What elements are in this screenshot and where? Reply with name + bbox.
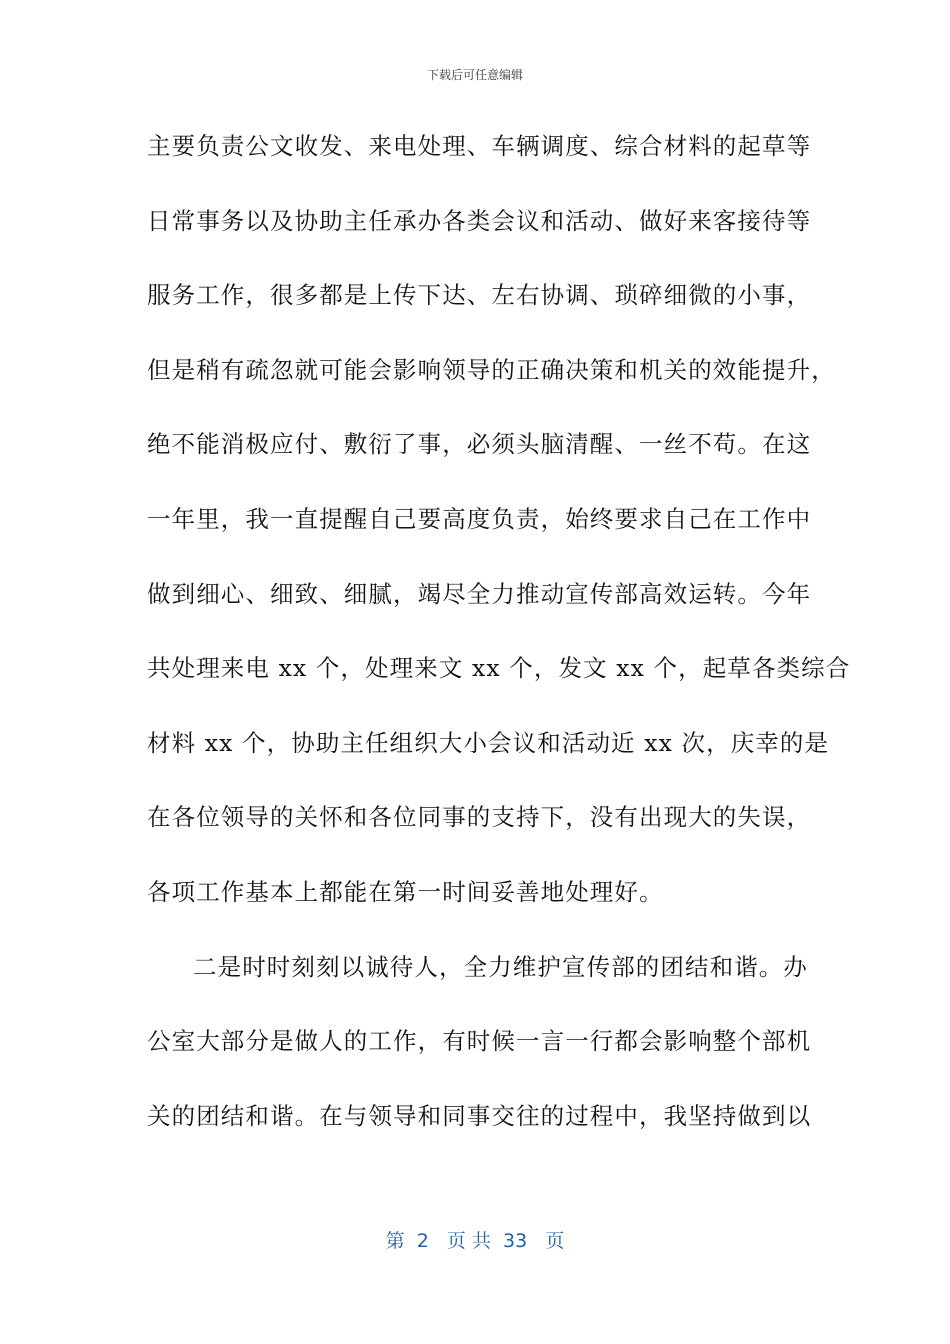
text-line: 关的团结和谐。在与领导和同事交往的过程中，我坚持做到以: [147, 1101, 812, 1130]
text-line: 主要负责公文收发、来电处理、车辆调度、综合材料的起草等: [147, 132, 812, 160]
paragraph-start-line: 二是时时刻刻以诚待人，全力维护宣传部的团结和谐。办: [193, 952, 808, 981]
text-line: 但是稍有疏忽就可能会影响领导的正确决策和机关的效能提升，: [147, 355, 836, 384]
text-line: 绝不能消极应付、敷衍了事，必须头脑清醒、一丝不苟。在这: [147, 430, 812, 459]
text-line: 服务工作，很多都是上传下达、左右协调、琐碎细微的小事，: [147, 281, 812, 310]
text-line: 材料 xx 个，协助主任组织大小会议和活动近 xx 次，庆幸的是: [147, 728, 830, 757]
text-line: 日常事务以及协助主任承办各类会议和活动、做好来客接待等: [147, 206, 812, 235]
text-line: 各项工作基本上都能在第一时间妥善地处理好。: [147, 877, 664, 906]
text-line: 共处理来电 xx 个，处理来文 xx 个，发文 xx 个，起草各类综合: [147, 654, 851, 683]
page-header: 下载后可任意编辑: [426, 68, 523, 82]
page-number-footer: 第 2 页 共 33 页: [385, 1230, 565, 1252]
text-line: 做到细心、细致、细腻，竭尽全力推动宣传部高效运转。今年: [147, 579, 812, 608]
text-line: 公室大部分是做人的工作，有时候一言一行都会影响整个部机: [147, 1027, 812, 1056]
body-text: [147, 125, 851, 1169]
text-line: 在各位领导的关怀和各位同事的支持下，没有出现大的失误，: [147, 803, 812, 832]
text-line: 一年里，我一直提醒自己要高度负责，始终要求自己在工作中: [147, 504, 812, 533]
